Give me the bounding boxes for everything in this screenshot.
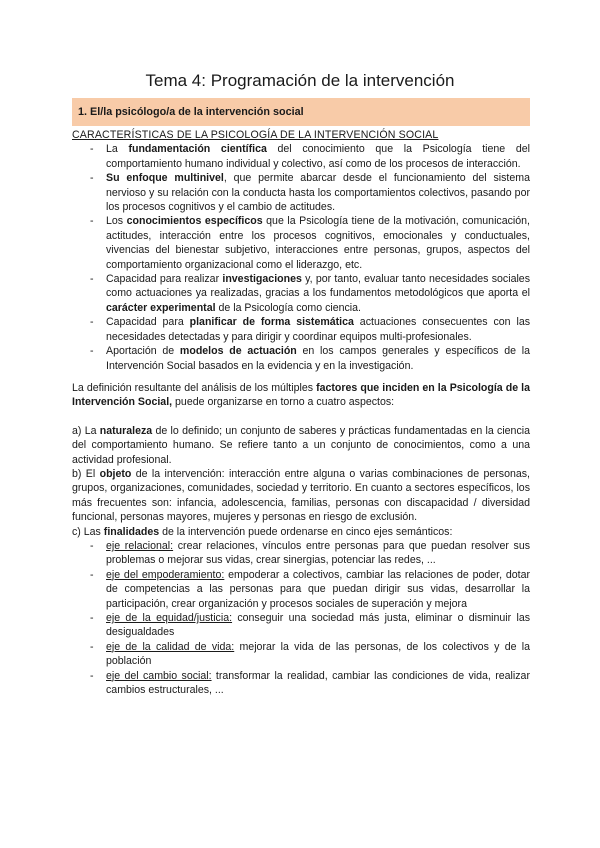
characteristics-list bbox=[72, 142, 530, 373]
characteristics-heading: CARACTERÍSTICAS DE LA PSICOLOGÍA DE LA INTERVENCIÓN SOCIAL bbox=[72, 129, 439, 141]
axis-label: eje de la equidad/justicia: bbox=[106, 612, 233, 624]
page-title: Tema 4: Programación de la intervención bbox=[145, 71, 455, 90]
dash-marker: - bbox=[90, 143, 94, 156]
list-item: - Los conocimientos específicos que la Psicología tiene de la motivación, comunicación, actitudes, interacción entre los procesos cognitivos, emocionales y conductuales, vivencias del bienestar subjetivo, interacciones entre personas, grupos, aspectos del comportamiento organizacional como el liderazgo, etc. bbox=[90, 215, 530, 271]
list-item: - La fundamentación científica del conocimiento que la Psicología tiene del comportamiento humano individual y colectivo, así como de los procesos de interacción. bbox=[90, 143, 530, 170]
dash-marker: - bbox=[90, 273, 94, 286]
axis-label: eje relacional: bbox=[106, 539, 174, 552]
list-item: - Capacidad para planificar de forma sistemática actuaciones consecuentes con las necesidades detectadas y para dirigir y coordinar equipos multi-profesionales. bbox=[90, 316, 531, 343]
list-item: - eje relacional: crear relaciones, vínculos entre personas para que puedan resolver sus problemas o mejorar sus vidas, crear sinergias, potenciar las redes, ... bbox=[90, 539, 531, 567]
dash-marker: - bbox=[90, 640, 94, 653]
list-item: - Su enfoque multinivel, que permite abarcar desde el funcionamiento del sistema nervioso y su relación con la conducta hasta los comportamientos colectivos, pasando por los procesos cognitivos y el cambio de actitudes. bbox=[90, 172, 530, 214]
list-item: - eje del empoderamiento: empoderar a colectivos, cambiar las relaciones de poder, dotar de competencias a las personas para que puedan dirigir sus vidas, desarrollar la participación, crear organización y procesos sociales de superación y mejora bbox=[90, 568, 530, 610]
list-item: - eje del cambio social: transformar la realidad, cambiar las condiciones de vida, realizar cambios estructurales, ... bbox=[90, 669, 530, 697]
dash-marker: - bbox=[90, 669, 94, 682]
dash-marker: - bbox=[90, 316, 94, 329]
document-body bbox=[72, 128, 530, 697]
list-item: - Aportación de modelos de actuación en los campos generales y específicos de la Intervención Social basados en la evidencia y en la investigación. bbox=[90, 345, 530, 372]
dash-marker: - bbox=[90, 568, 94, 581]
dash-marker: - bbox=[90, 215, 94, 228]
axis-label: eje del empoderamiento: bbox=[106, 568, 225, 581]
list-item: - eje de la calidad de vida: mejorar la vida de las personas, de los colectivos y de la población bbox=[90, 640, 530, 668]
axis-label: eje del cambio social: bbox=[106, 669, 212, 682]
definition-paragraph: La definición resultante del análisis de los múltiples factores que inciden en la Psicología de la Intervención Social, puede organizarse en torno a cuatro aspectos: bbox=[72, 381, 530, 409]
aspect-a-paragraph: a) La naturaleza de lo definido; un conjunto de saberes y prácticas fundamentadas en la ciencia del comportamiento humano. Se refiere tanto a un conjunto de conocimientos, como a una actividad profesional. bbox=[72, 424, 530, 466]
dash-marker: - bbox=[90, 539, 94, 552]
dash-marker: - bbox=[90, 345, 94, 358]
dash-marker: - bbox=[90, 172, 94, 185]
list-item: - eje de la equidad/justicia: conseguir una sociedad más justa, eliminar o disminuir las desigualdades bbox=[90, 612, 531, 639]
aspect-c-paragraph: c) Las finalidades de la intervención puede ordenarse en cinco ejes semánticos: bbox=[72, 525, 453, 538]
list-item: - Capacidad para realizar investigaciones y, por tanto, evaluar tanto necesidades sociales como actuaciones ya realizadas, gracias a los fundamentos metodológicos que aporta el carácter experimental de la Psicología como ciencia. bbox=[90, 273, 530, 314]
section-heading: 1. El/la psicólogo/a de la intervención social bbox=[72, 98, 530, 126]
dash-marker: - bbox=[90, 612, 94, 624]
axis-label: eje de la calidad de vida: bbox=[106, 640, 235, 653]
aspect-b-paragraph: b) El objeto de la intervención: interacción entre alguna o varias combinaciones de personas, grupos, organizaciones, comunidades, sociedad y territorio. En cuanto a sectores específicos, los más frecuentes son: infancia, adolescencia, familias, personas con discapacidad / diversidad funcional, personas mayores, mujeres y personas en riesgo de exclusión. bbox=[72, 467, 530, 524]
axes-list bbox=[72, 539, 530, 697]
